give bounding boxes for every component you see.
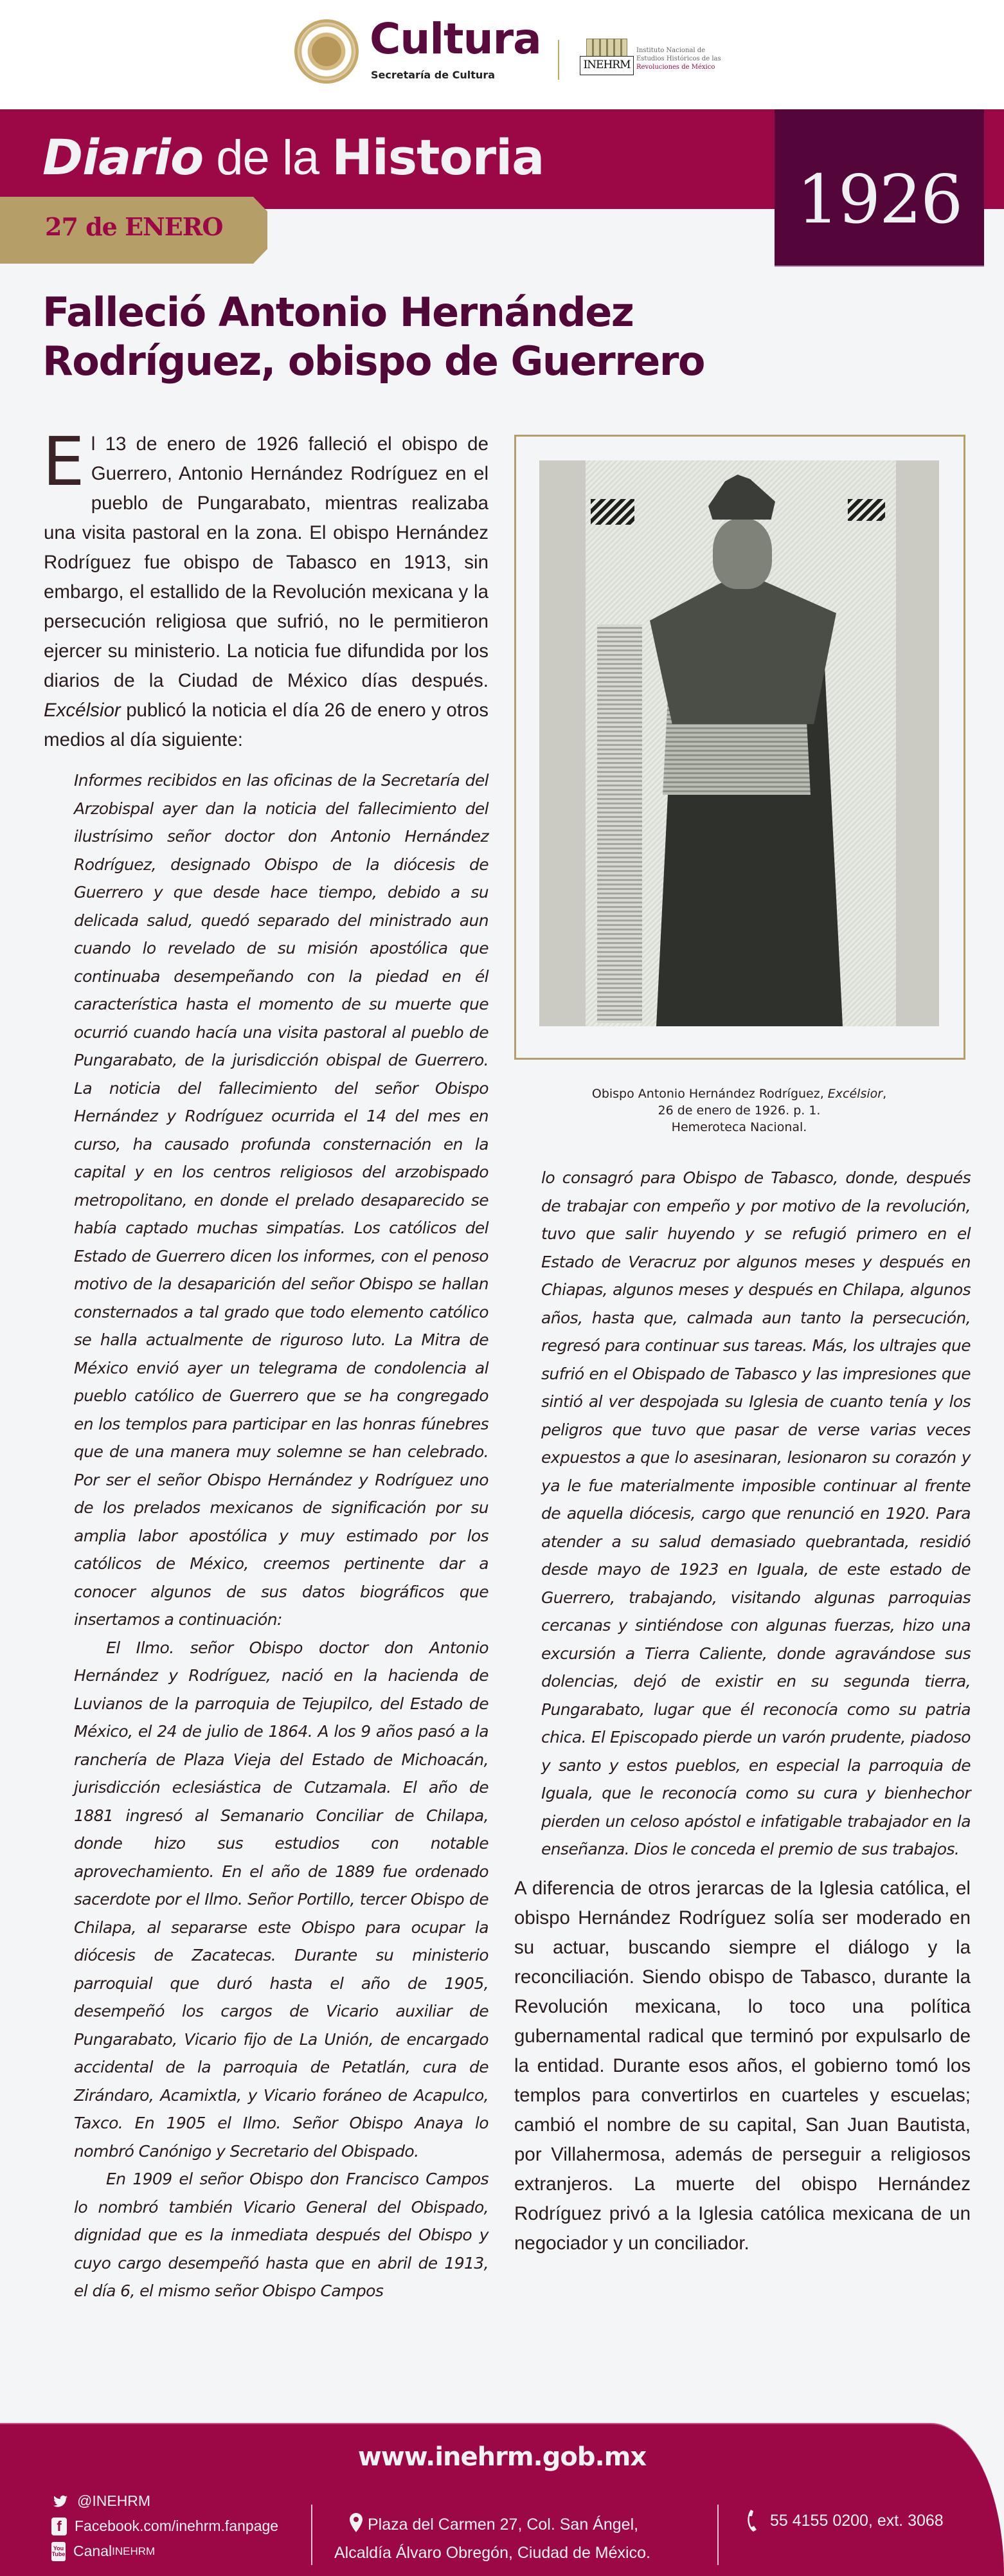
inehrm-line-2: Estudios Históricos de las [636,55,721,62]
caption-line-2: 26 de enero de 1926. p. 1. [658,1103,821,1118]
article-title: Falleció Antonio Hernández Rodríguez, obispo de Guerrero [42,289,704,385]
phone-number: 55 4155 0200, ext. 3068 [770,2511,944,2530]
twitter-link[interactable] [51,2489,278,2514]
photo-caption [508,1085,971,1136]
year-label: 1926 [796,160,962,239]
decorative-hatch [591,499,634,525]
quote-paragraph-3-start: En 1909 el señor Obispo don Francisco Campos lo nombró también Vicario General del Obispado, dignidad que es la inmediata después del Obispo y cuyo cargo desempeñó hasta que en abril de 1913, el día 6, el mismo señor Obispo Campos [74,2170,489,2300]
building-icon [586,39,627,57]
intro-text-2: publicó la noticia el día 26 de enero y otros medios al día siguiente: [44,700,489,750]
youtube-link[interactable] [51,2539,278,2564]
inehrm-acronym: INEHRM [580,56,634,75]
logo-divider [558,40,559,80]
date-label: 27 de ENERO [45,212,223,241]
facebook-link[interactable] [51,2514,278,2539]
caption-line-3: Hemeroteca Nacional. [671,1120,807,1134]
facebook-url: Facebook.com/inehrm.fanpage [75,2517,279,2534]
photo-frame [514,435,965,1060]
decorative-hatch [848,499,885,521]
left-column [42,422,489,2305]
youtube-prefix: Canal [73,2543,112,2559]
year-box [775,109,984,267]
address-line-2: Alcaldía Álvaro Obregón, Ciudad de México. [334,2544,650,2562]
address-street: Plaza del Carmen 27, Col. San Ángel, [368,2516,639,2534]
footer [0,2423,1004,2576]
facebook-icon: f [51,2517,67,2535]
inehrm-line-3: Revoluciones de México [636,64,715,71]
cultura-subtitle: Secretaría de Cultura [371,69,496,81]
chair-figure [597,624,642,1023]
caption-comma: , [883,1087,887,1101]
quote-paragraph-1: Informes recibidos en las oficinas de la Secretaría del Arzobispal ayer dan la noticia del fallecimiento del ilustrísimo señor doctor don Antonio Hernández Rodríguez, designado Obispo de la diócesis de Guerrero y que desde hace tiempo, debido a su delicada salud, quedó separado del ministrado aun cuando lo revelado de su misión apostólica que continuaba desempeñando con la piedad en él característica hasta el momento de su muerte que ocurrió cuando hacía una visita pastoral al pueblo de Pungarabato, de la jurisdicción obispal de Guerrero. La noticia del fallecimiento del señor Obispo Hernández y Rodríguez ocurrida el 14 del mes en curso, ha causado profunda consternación en la capital y en los centros religiosos del arzobispado metropolitano, en donde el prelado desaparecido se había captado muchas simpatías. Los católicos del Estado de Guerrero dicen los informes, con el penoso motivo de la desaparición del señor Obispo se hallan consternados a tal grado que todo elemento católico se halla actualmente de riguroso luto. La Mitra de México envió ayer un telegrama de condolencia al pueblo católico de Guerrero que se ha congregado en los templos para participar en las honras fúnebres que de una manera muy solemne se han celebrado. Por ser el señor Obispo Hernández y Rodríguez uno de los prelados mexicanos de significación por su amplia labor apostólica y muy estimado por los católicos de México, creemos pertinente dar a conocer algunos de sus datos biográficos que insertamos a continuación: [74,771,489,1629]
map-pin-icon [350,2513,363,2532]
inehrm-logo [580,39,634,75]
eagle-icon [312,37,341,66]
caption-line-1 [508,1085,971,1102]
right-column [514,1164,971,2258]
bishop-head [713,518,772,589]
quoted-article-right: lo consagró para Obispo de Tabasco, donde, después de trabajar con empeño y por motivo de la revolución, tuvo que salir huyendo y se refugió primero en el Estado de Veracruz por algunos meses y después en Chiapas, algunos meses y después en Chilapa, algunos años, hasta que, calmada aun tanto la persecución, regresó para continuar sus tareas. Más, los ultrajes que sufrió en el Obispado de Tabasco y las impresiones que sintió al ver despojada su Iglesia de cuanto tenía y los peligros que tuvo que pasar de verse varias veces expuestos a que lo asesinaran, lesionaron su corazón y ya le fue materialmente imposible continuar al frente de aquella diócesis, cargo que renunció en 1920. Para atender a su salud demasiado quebrantada, residió desde mayo de 1923 en Iguala, de este estado de Guerrero, trabajando, visitando algunas parroquias cercanas y sintiéndose con algunas fuerzas, hizo una excursión a Tierra Caliente, donde agravándose sus dolencias, dejó de existir en su segunda tierra, Pungarabato, lugar que él reconocía como su patria chica. El Episcopado pierde un varón prudente, piadoso y santo y estos pueblos, en especial la parroquia de Iguala, que le reconocía como su cura y bienhechor pierden un celoso apóstol e infatigable trabajador en la enseñanza. Dios le conceda el premio de sus trabajos. [541,1168,971,1858]
inehrm-full-name [636,46,721,71]
series-title-diario: Diario [42,129,204,186]
series-title [42,129,544,186]
quoted-article-left [74,766,489,2305]
inehrm-line-1: Instituto Nacional de [636,47,706,54]
address-line-1 [334,2510,694,2539]
mexican-seal-icon [294,19,359,84]
bishop-hat [700,475,784,520]
youtube-icon: You Tube [51,2542,66,2561]
caption-newspaper: Excélsior [827,1087,883,1101]
newspaper-halftone [586,460,896,1026]
drop-cap: E [42,422,85,501]
youtube-channel: INEHRM [112,2544,156,2557]
cultura-logo-text: Cultura [370,14,541,64]
twitter-handle: @INEHRM [77,2492,151,2509]
bishop-cape [650,576,836,724]
website-link[interactable]: www.inehrm.gob.mx [357,2442,647,2472]
caption-text: Obispo Antonio Hernández Rodríguez, [591,1087,828,1101]
intro-text-1: l 13 de enero de 1926 falleció el obispo de Guerrero, Antonio Hernández Rodríguez en el pueblo de Pungarabato, mientras realizaba una visita pastoral en la zona. El obispo Hernández Rodríguez fue obispo de Tabasco en 1913, sin embargo, el estallido de la Revolución mexicana y la persecución religiosa que sufrió, no le permitieron ejercer su ministerio. La noticia fue difundida por los diarios de la Ciudad de México días después. [44,433,489,691]
series-title-historia: Historia [332,129,544,186]
phone-icon [746,2510,760,2532]
social-links [51,2489,278,2564]
bishop-photo [539,460,939,1026]
phone[interactable] [746,2510,944,2532]
quote-paragraph-2: El Ilmo. señor Obispo doctor don Antonio Hernández y Rodríguez, nació en la hacienda de Luvianos de la parroquia de Tejupilco, del Estado de México, el 24 de julio de 1864. A los 9 años pasó a la ranchería de Plaza Vieja del Estado de Michoacán, jurisdicción eclesiástica de Cutzamala. El año de 1881 ingresó al Semanario Conciliar de Chilapa, donde hizo sus estudios con notable aprovechamiento. En el año de 1889 fue ordenado sacerdote por el Ilmo. Señor Portillo, tercer Obispo de Chilapa, al separarse este Obispo para ocupar la diócesis de Zacatecas. Durante su ministerio parroquial que duró hasta el año de 1905, desempeñó los cargos de Vicario auxiliar de Pungarabato, Vicario fijo de La Unión, de encargado accidental de la parroquia de Petatlán, cura de Zirándaro, Acamixtla, y Vicario foráneo de Acapulco, Taxco. En 1905 el Ilmo. Señor Obispo Anaya lo nombró Canónigo y Secretario del Obispado. [74,1638,489,2161]
series-title-de-la: de la [203,131,332,185]
footer-divider [311,2505,312,2565]
logo-bar [0,0,1004,109]
address [334,2510,694,2567]
twitter-bird-icon [51,2492,69,2510]
footer-divider [717,2505,719,2565]
newspaper-name: Excélsior [44,700,121,721]
closing-paragraph: A diferencia de otros jerarcas de la Iglesia católica, el obispo Hernández Rodríguez solía ser moderado en su actuar, buscando siempre el diálogo y la reconciliación. Siendo obispo de Tabasco, durante la Revolución mexicana, lo toco una política gubernamental radical que terminó por expulsarlo de la entidad. Durante esos años, el gobierno tomó los templos para convertirlos en cuarteles y escuelas; cambió el nombre de su capital, San Juan Bautista, por Villahermosa, además de perseguir a religiosos extranjeros. La muerte del obispo Hernández Rodríguez privó a la Iglesia católica mexicana de un negociador y un conciliador. [514,1877,971,2254]
intro-paragraph [42,422,489,755]
